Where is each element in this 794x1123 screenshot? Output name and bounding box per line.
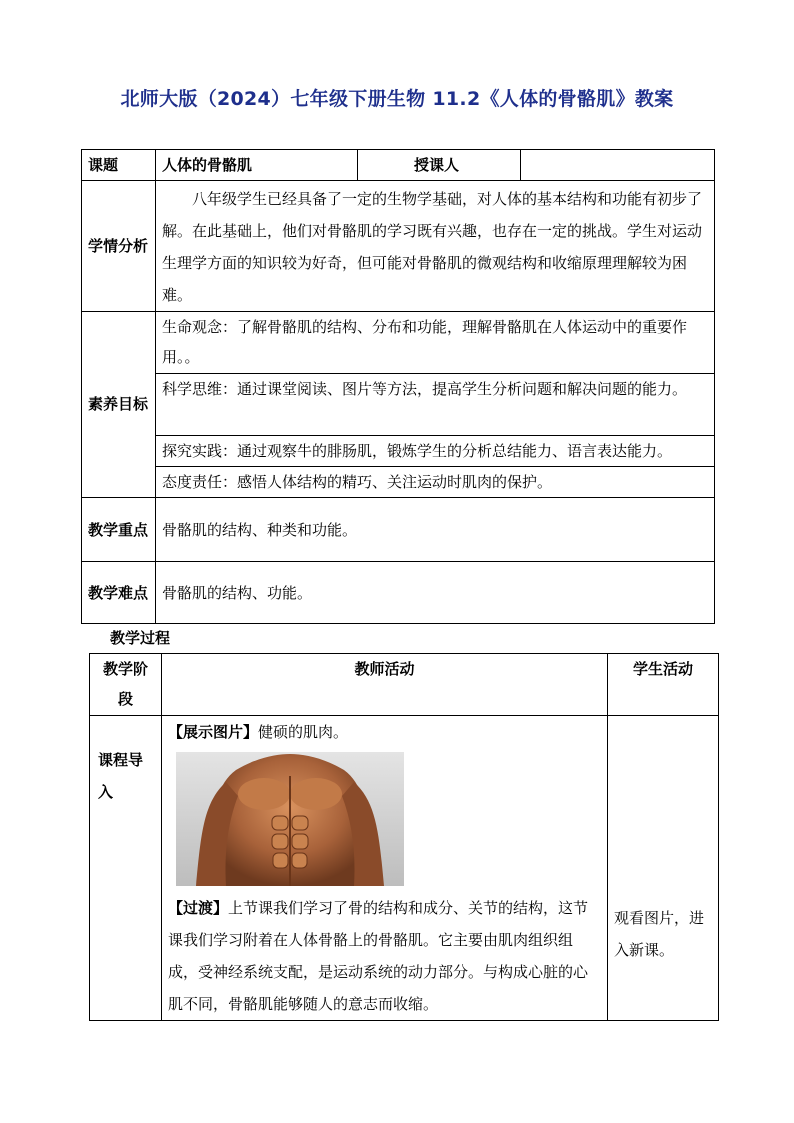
analysis-label: 学情分析 bbox=[82, 181, 156, 312]
key-label: 教学重点 bbox=[82, 498, 156, 562]
show-image-tag: 【展示图片】 bbox=[168, 723, 259, 741]
goal-life-concept: 生命观念：了解骨骼肌的结构、分布和功能，理解骨骼肌在人体运动中的重要作用。。 bbox=[156, 312, 715, 374]
header-student: 学生活动 bbox=[608, 654, 719, 716]
show-image-text: 健硕的肌肉。 bbox=[258, 723, 349, 741]
difficult-text: 骨骼肌的结构、功能。 bbox=[156, 562, 715, 624]
key-text: 骨骼肌的结构、种类和功能。 bbox=[156, 498, 715, 562]
teacher-label: 授课人 bbox=[358, 150, 521, 181]
goal-inquiry-practice: 探究实践：通过观察牛的腓肠肌，锻炼学生的分析总结能力、语言表达能力。 bbox=[156, 436, 715, 467]
process-label: 教学过程 bbox=[110, 629, 171, 647]
header-teacher: 教师活动 bbox=[162, 654, 608, 716]
lesson-info-table bbox=[81, 149, 715, 624]
goals-label: 素养目标 bbox=[82, 312, 156, 498]
teacher-value bbox=[521, 150, 715, 181]
topic-value: 人体的骨骼肌 bbox=[156, 150, 358, 181]
stage-intro: 课程导入 bbox=[90, 716, 162, 1021]
header-stage: 教学阶段 bbox=[90, 654, 162, 716]
goal-attitude-responsibility: 态度责任：感悟人体结构的精巧、关注运动时肌肉的保护。 bbox=[156, 467, 715, 498]
process-table bbox=[89, 653, 719, 1021]
goal-scientific-thinking: 科学思维：通过课堂阅读、图片等方法，提高学生分析问题和解决问题的能力。 bbox=[156, 374, 715, 436]
muscular-torso-photo bbox=[176, 752, 404, 886]
transition-tag: 【过渡】 bbox=[168, 899, 229, 917]
difficult-label: 教学难点 bbox=[82, 562, 156, 624]
teacher-activity bbox=[162, 716, 608, 1021]
transition-text: 上节课我们学习了骨的结构和成分、关节的结构，这节课我们学习附着在人体骨骼上的骨骼肌。它主要由肌肉组织组成，受神经系统支配，是运动系统的动力部分。与构成心脏的心肌不同，骨骼肌能够随人的意志而收缩。 bbox=[168, 899, 589, 1013]
analysis-text: 八年级学生已经具备了一定的生物学基础，对人体的基本结构和功能有初步了解。在此基础上，他们对骨骼肌的学习既有兴趣，也存在一定的挑战。学生对运动生理学方面的知识较为好奇，但可能对骨骼肌的微观结构和收缩原理理解较为困难。 bbox=[156, 181, 715, 312]
student-activity: 观看图片，进入新课。 bbox=[608, 716, 719, 1021]
document-title: 北师大版（2024）七年级下册生物 11.2《人体的骨骼肌》教案 bbox=[120, 88, 674, 110]
topic-label: 课题 bbox=[82, 150, 156, 181]
